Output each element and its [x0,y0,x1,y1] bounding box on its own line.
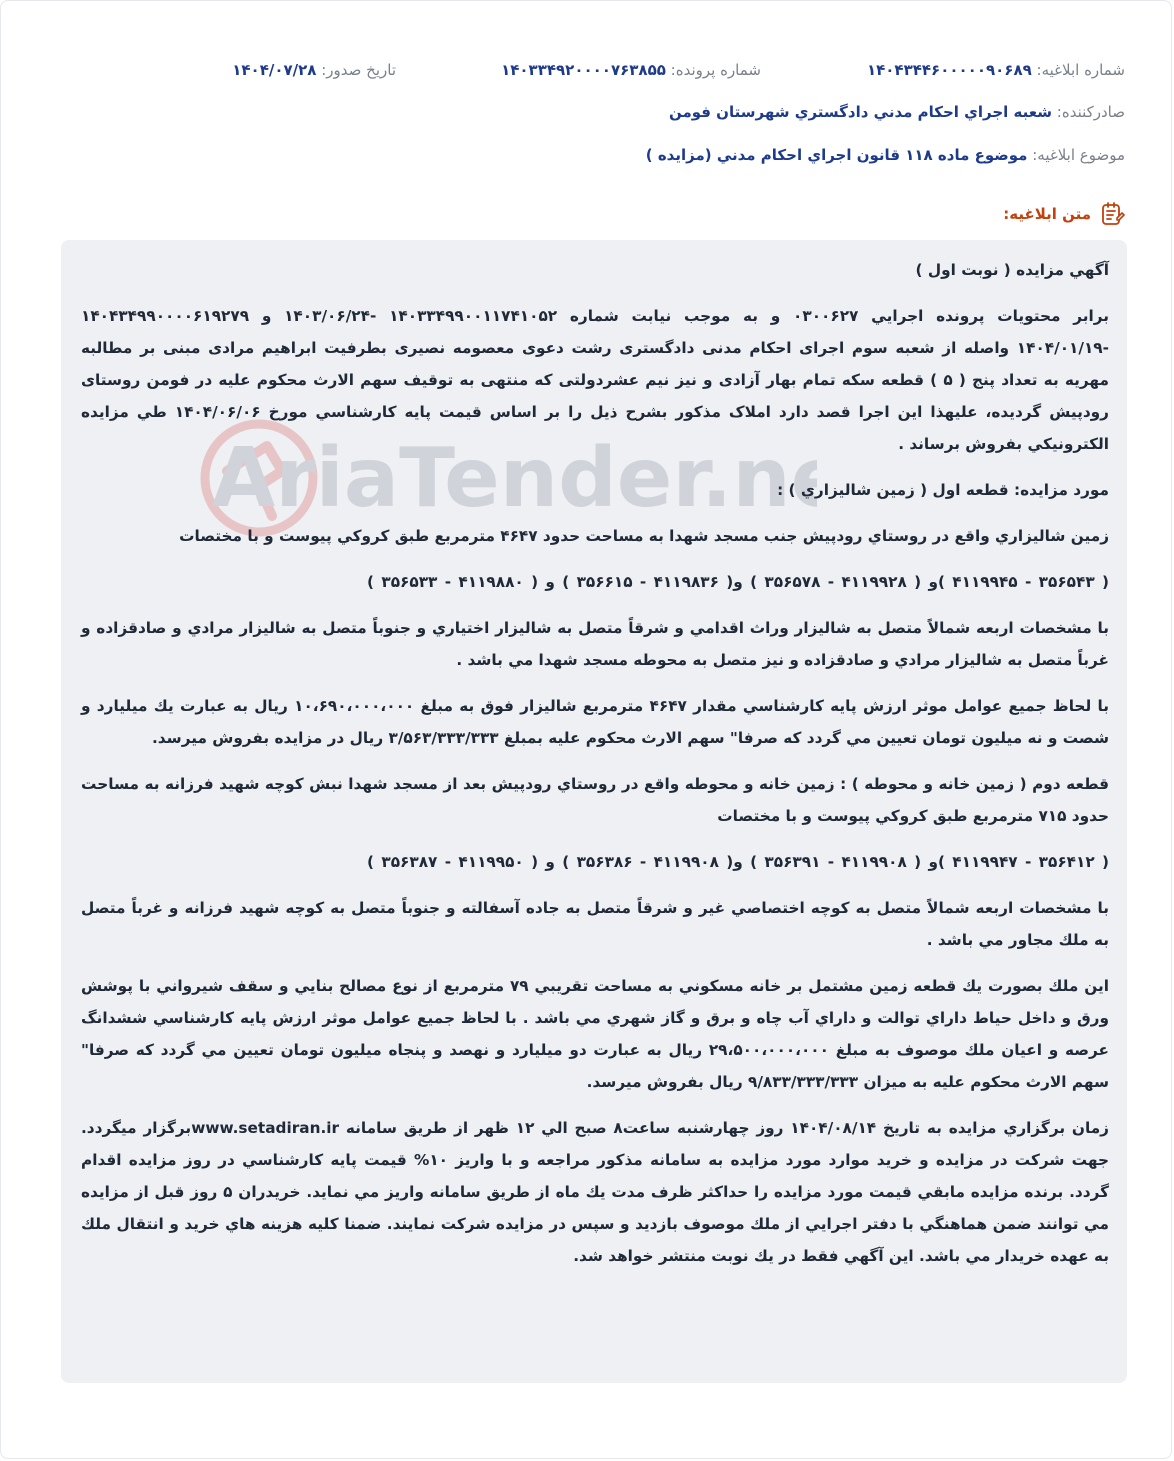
paragraph-title: آگهي مزايده ( نوبت اول ) [915,261,1109,279]
paragraph-lot2-description: قطعه دوم ( زمين خانه و محوطه ) : زمين خانه و محوطه واقع در روستاي رودپيش بعد از مسجد شهدا نبش کوچه شهيد فرزانه به مساحت حدود ۷۱۵ مترمربع طبق کروکي پيوست و با مختصات [81,775,1109,825]
paragraph-lot1-coordinates: ( ۳۵۶۵۴۳ - ۴۱۱۹۹۴۵ )و ( ۴۱۱۹۹۲۸ - ۳۵۶۵۷۸ ) و( ۴۱۱۹۸۳۶ - ۳۵۶۶۱۵ ) و ( ۴۱۱۹۸۸۰ - ۳۵۶۵۳۳ ) [367,573,1109,591]
issue-date-label: تاريخ صدور: [321,61,396,79]
subject [646,141,1125,169]
issuer-value: شعبه اجراي احکام مدني دادگستري شهرستان فومن [668,103,1052,121]
watermark-text: AriaTender.n [211,431,791,526]
paragraph-intro: برابر محتويات پرونده اجرايي ۰۳۰۰۶۲۷ و به موجب نيابت شماره ۱۴۰۳۳۴۹۹۰۰۱۱۷۴۱۰۵۲ -۱۴۰۳/۰۶/۲۴ و ۱۴۰۴۳۴۹۹۰۰۰۰۶۱۹۲۷۹ -۱۴۰۴/۰۱/۱۹ واصله از شعبه سوم اجرای احکام مدنی دادگستری رشت دعوی معصومه نصیری بطرفیت ابراهیم مرادی مبنی بر مطالبه مهریه به تعداد پنج ( ۵ ) قطعه سکه تمام بهار آزادی و نیز نیم عشردولتی که منتهی به توقیف سهم الارث محکوم علیه در فومن روستای رودپیش گرديده، عليهذا اين اجرا قصد دارد املاک مذکور بشرح ذيل را بر اساس قيمت پايه کارشناسي مورخ ۱۴۰۴/۰۶/۰۶ طي مزايده الکترونيکي بفروش برساند . [81,307,1109,453]
case-number [501,56,761,84]
paragraph-lot2-coordinates: ( ۳۵۶۴۱۲ - ۴۱۱۹۹۴۷ )و ( ۴۱۱۹۹۰۸ - ۳۵۶۳۹۱ ) و( ۴۱۱۹۹۰۸ - ۳۵۶۳۸۶ ) و ( ۴۱۱۹۹۵۰ - ۳۵۶۳۸۷ ) [367,853,1109,871]
paragraph-lot1-heading: مورد مزايده: قطعه اول ( زمين شاليزاري ) : [777,481,1109,499]
meta-row-issuer [41,98,1125,126]
paragraph-lot1-boundaries: با مشخصات اربعه شمالاً متصل به شاليزار وراث اقدامي و شرقاً متصل به شاليزار اختياري و جنوباً متصل به شاليزار مرادي و صادقزاده و غرباً متصل به شاليزار مرادي و صادقزاده و نيز متصل به محوطه مسجد شهدا مي باشد . [81,619,1109,669]
paragraph-lot1-description: زمين شاليزاري واقع در روستاي رودپيش جنب مسجد شهدا به مساحت حدود ۴۶۴۷ مترمربع طبق کروکي پيوست و با مختصات [179,527,1109,545]
issue-date-value: ۱۴۰۴/۰۷/۲۸ [232,61,317,79]
subject-value: موضوع ماده ۱۱۸ قانون اجراي احکام مدني (مزايده ) [645,146,1028,164]
notice-text-label: متن ابلاغيه: [1003,205,1091,223]
subject-label: موضوع ابلاغيه: [1032,146,1125,164]
issuer [669,98,1125,126]
case-number-value: ۱۴۰۳۳۴۹۲۰۰۰۰۷۶۳۸۵۵ [501,61,666,79]
meta-row-numbers [41,56,1125,84]
issue-date [232,56,396,84]
issuer-label: صادرکننده: [1056,103,1125,121]
meta-row-subject [41,141,1125,169]
notice-number [867,56,1125,84]
paragraph-lot2-valuation: اين ملك بصورت يك قطعه زمين مشتمل بر خانه مسکوني به مساحت تقريبي ۷۹ مترمربع از نوع مصالح بنايي و سقف شيرواني با پوشش ورق و داخل حياط داراي توالت و داراي آب چاه و برق و گاز شهري مي باشد . با لحاظ جميع عوامل موثر ارزش پايه کارشناسي ششدانگ عرصه و اعيان ملك موصوف به مبلغ ۲۹،۵۰۰،۰۰۰،۰۰۰ ريال به عبارت دو ميليارد و نهصد و پنجاه ميليون تومان تعيين مي گردد که صرفا" سهم الارث محکوم عليه به ميزان ۹/۸۳۳/۳۳۳/۳۳۳ ريال بفروش ميرسد. [81,977,1109,1091]
case-number-label: شماره پرونده: [670,61,761,79]
notice-text-icon [1099,201,1125,227]
paragraph-lot1-valuation: با لحاظ جميع عوامل موثر ارزش پايه کارشناسي مقدار ۴۶۴۷ مترمربع شاليزار فوق به مبلغ ۱۰،۶۹۰،۰۰۰،۰۰۰ ريال به عبارت يك ميليارد و شصت و نه ميليون تومان تعيين مي گردد که صرفا" سهم الارث محکوم عليه بمبلغ ۳/۵۶۳/۳۳۳/۳۳۳ ريال در مزايده بفروش ميرسد. [81,697,1109,747]
paragraph-auction-terms: زمان برگزاري مزايده به تاريخ ۱۴۰۴/۰۸/۱۴ روز چهارشنبه ساعت۸ صبح الي ۱۲ ظهر از طريق سامانه www.setadiran.irبرگزار ميگردد. جهت شرکت در مزايده و خريد موارد مورد مزايده به سامانه مذکور مراجعه و با واريز ۱۰% قيمت پايه کارشناسي در روز مزايده اقدام گردد. برنده مزايده مابقي قيمت مورد مزايده را حداکثر ظرف مدت يك ماه از طريق سامانه واريز مي نمايد. خريدران ۵ روز قبل از مزايده مي توانند ضمن هماهنگي با دفتر اجرايي از ملك موصوف بازديد و سپس در مزايده شرکت نمايند. ضمنا کليه هزينه هاي خريد و انتقال ملك به عهده خريدار مي باشد. اين آگهي فقط در يك نوبت منتشر خواهد شد. [81,1119,1110,1265]
paragraph-lot2-boundaries: با مشخصات اربعه شمالاً متصل به کوچه اختصاصي غير و شرقاً متصل به جاده آسفالته و جنوباً متصل به کوچه شهيد فرزانه و غرباً متصل به ملك مجاور مي باشد . [81,899,1109,949]
notice-number-value: ۱۴۰۴۳۴۴۶۰۰۰۰۰۹۰۶۸۹ [866,61,1032,79]
notice-number-label: شماره ابلاغيه: [1036,61,1125,79]
notice-text-box [61,240,1127,1383]
notice-text-heading [1003,199,1125,229]
